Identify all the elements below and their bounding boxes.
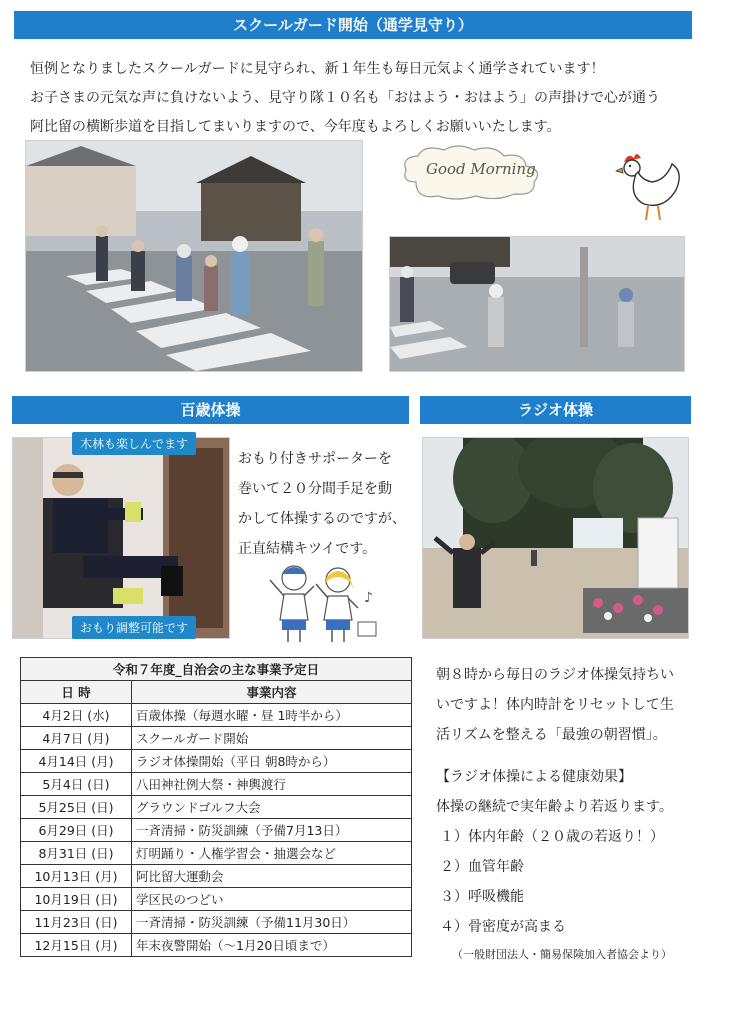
radio-effect-3: ３）呼吸機能 xyxy=(440,889,524,905)
good-morning-illustration xyxy=(396,142,556,204)
table-row xyxy=(21,819,412,842)
radio-photo xyxy=(422,437,689,639)
radio-effect-2: ２）血管年齢 xyxy=(440,859,524,875)
schedule-content: 一斉清掃・防災訓練（予備7月13日） xyxy=(132,819,412,842)
table-row xyxy=(21,911,412,934)
schedule-col-content: 事業内容 xyxy=(132,681,412,704)
hyakusai-caption-bottom: おもり調整可能です xyxy=(72,616,196,639)
radio-effects-title: 【ラジオ体操による健康効果】 xyxy=(436,769,632,785)
schedule-content: スクールガード開始 xyxy=(132,727,412,750)
schedule-date: 12月15日 (月) xyxy=(21,934,132,957)
schedule-title: 令和７年度_自治会の主な事業予定日 xyxy=(21,658,412,681)
schedule-content: 一斉清掃・防災訓練（予備11月30日） xyxy=(132,911,412,934)
schedule-content: グラウンドゴルフ大会 xyxy=(132,796,412,819)
radio-source: （一般財団法人・簡易保険加入者協会より） xyxy=(452,948,672,961)
table-row xyxy=(21,727,412,750)
radio-title-band xyxy=(420,396,691,424)
schedule-content: ラジオ体操開始（平日 朝8時から） xyxy=(132,750,412,773)
radio-effect-4: ４）骨密度が高まる xyxy=(440,919,566,935)
schedule-date: 6月29日 (日) xyxy=(21,819,132,842)
schedule-content: 阿比留大運動会 xyxy=(132,865,412,888)
table-row xyxy=(21,773,412,796)
table-row xyxy=(21,750,412,773)
schedule-date: 8月31日 (日) xyxy=(21,842,132,865)
table-row xyxy=(21,704,412,727)
kids-exercise-illustration xyxy=(262,560,382,646)
schedule-date: 10月13日 (月) xyxy=(21,865,132,888)
radio-line-3: 活リズムを整える「最強の朝習慣」。 xyxy=(436,727,667,743)
schedule-date: 11月23日 (日) xyxy=(21,911,132,934)
schedule-date: 4月7日 (月) xyxy=(21,727,132,750)
hyakusai-line-2: 巻いて２０分間手足を動 xyxy=(238,481,392,497)
schedule-content: 百歳体操（毎週水曜・昼 1時半から） xyxy=(132,704,412,727)
schedule-col-date: 日 時 xyxy=(21,681,132,704)
hyakusai-title-band xyxy=(12,396,409,424)
hyakusai-line-1: おもり付きサポーターを xyxy=(238,451,392,467)
schedule-date: 5月4日 (日) xyxy=(21,773,132,796)
chicken-icon xyxy=(606,146,686,224)
radio-effect-1: １）体内年齢（２０歳の若返り！） xyxy=(440,829,664,845)
radio-title: ラジオ体操 xyxy=(517,401,593,419)
hyakusai-line-3: かして体操するのですが、 xyxy=(238,511,406,527)
crosswalk-photo-1 xyxy=(25,140,363,372)
table-row xyxy=(21,842,412,865)
table-row xyxy=(21,796,412,819)
school-guard-line-2: お子さまの元気な声に負けないよう、見守り隊１０名も「おはよう・おはよう」の声掛けで心が通う xyxy=(30,90,660,106)
good-morning-text: Good Morning xyxy=(426,160,536,178)
radio-effects-intro: 体操の継続で実年齢より若返ります。 xyxy=(436,799,673,815)
schedule-date: 10月19日 (日) xyxy=(21,888,132,911)
schedule-date: 5月25日 (日) xyxy=(21,796,132,819)
schedule-content: 学区民のつどい xyxy=(132,888,412,911)
crosswalk-photo-2 xyxy=(389,236,685,372)
table-row xyxy=(21,888,412,911)
schedule-table xyxy=(20,657,412,957)
school-guard-title-band xyxy=(14,11,692,39)
table-row xyxy=(21,934,412,957)
school-guard-line-3: 阿比留の横断歩道を目指してまいりますので、今年度もよろしくお願いいたします。 xyxy=(30,119,561,135)
school-guard-line-1: 恒例となりましたスクールガードに見守られ、新１年生も毎日元気よく通学されています！ xyxy=(30,61,605,77)
school-guard-title: スクールガード開始（通学見守り） xyxy=(233,16,473,34)
schedule-content: 八田神社例大祭・神輿渡行 xyxy=(132,773,412,796)
svg-text:♪: ♪ xyxy=(364,590,373,606)
schedule-date: 4月14日 (月) xyxy=(21,750,132,773)
schedule-date: 4月2日 (水) xyxy=(21,704,132,727)
schedule-content: 年末夜警開始（～1月20日頃まで） xyxy=(132,934,412,957)
schedule-content: 灯明踊り・人権学習会・抽選会など xyxy=(132,842,412,865)
hyakusai-line-4: 正直結構キツイです。 xyxy=(238,541,377,557)
table-row xyxy=(21,865,412,888)
hyakusai-photo xyxy=(12,437,230,639)
hyakusai-caption-top: 木林も楽しんでます xyxy=(72,432,196,455)
radio-line-1: 朝８時から毎日のラジオ体操気持ちい xyxy=(436,667,674,683)
radio-line-2: いですよ！体内時計をリセットして生 xyxy=(436,697,674,713)
hyakusai-title: 百歳体操 xyxy=(180,401,241,419)
